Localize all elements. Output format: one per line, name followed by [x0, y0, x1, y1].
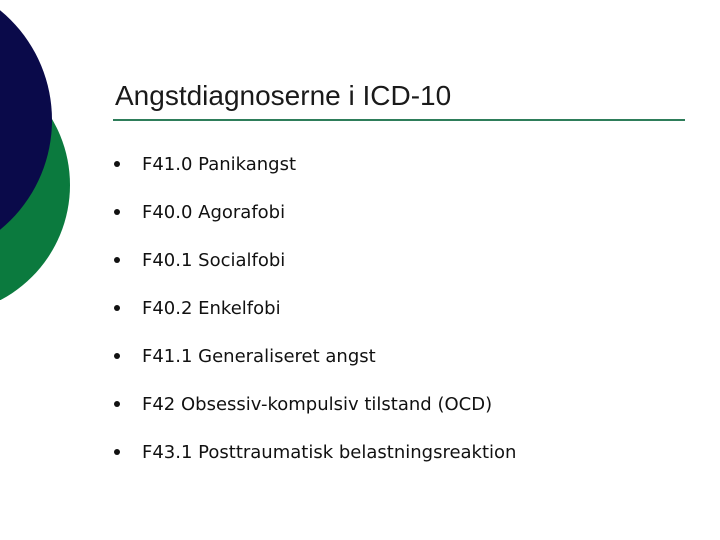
- list-item-text: F41.0 Panikangst: [142, 153, 297, 175]
- list-item: [112, 188, 516, 236]
- bullet-icon: [114, 209, 120, 215]
- bullet-icon: [114, 449, 120, 455]
- list-item: [112, 284, 516, 332]
- list-item-text: F43.1 Posttraumatisk belastningsreaktion: [142, 441, 517, 463]
- slide-title: Angstdiagnoserne i ICD-10: [115, 80, 452, 111]
- list-item-text: F40.2 Enkelfobi: [142, 297, 281, 319]
- bullet-list: [112, 140, 516, 476]
- list-item: [112, 236, 516, 284]
- list-item: [112, 332, 516, 380]
- list-item-text: F40.0 Agorafobi: [142, 201, 286, 223]
- list-item-text: F40.1 Socialfobi: [142, 249, 286, 271]
- list-item: [112, 428, 516, 476]
- list-item-text: F42 Obsessiv-kompulsiv tilstand (OCD): [142, 393, 493, 415]
- bullet-icon: [114, 353, 120, 359]
- list-item-text: F41.1 Generaliseret angst: [142, 345, 376, 367]
- decorative-circles: [0, 0, 80, 300]
- bullet-icon: [114, 401, 120, 407]
- bullet-icon: [114, 257, 120, 263]
- list-item: [112, 140, 516, 188]
- title-underline: [113, 119, 685, 121]
- bullet-icon: [114, 305, 120, 311]
- list-item: [112, 380, 516, 428]
- bullet-icon: [114, 161, 120, 167]
